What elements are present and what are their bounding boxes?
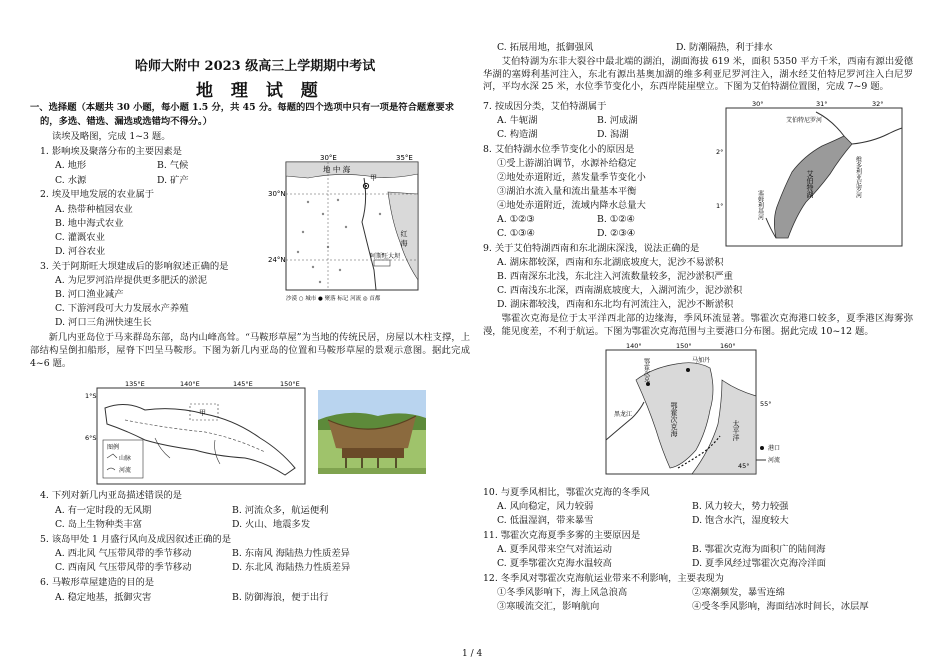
q11-option-b[interactable]: B. 鄂霍次克海为面积广的陆间海: [692, 544, 826, 555]
okhotsk-map: [592, 340, 792, 478]
ng-legend-mountain: 山脉: [119, 455, 132, 462]
q10-option-c[interactable]: C. 低温湿润，带来暴雪: [497, 515, 594, 526]
q10-option-a[interactable]: A. 风向稳定，风力较弱: [497, 501, 594, 512]
ng-lon-145: 145°E: [233, 380, 253, 388]
q5-option-c[interactable]: C. 西南风 气压带风带的季节移动: [55, 562, 192, 573]
q8-statement-3: ③湖泊水流入量和流出量基本平衡: [497, 186, 637, 197]
ng-place-jia: 甲: [199, 409, 206, 417]
egypt-place-jia: 甲: [370, 174, 377, 182]
q11-option-c[interactable]: C. 夏季鄂霍次克海水温较高: [497, 558, 612, 569]
okhotsk-lat-55: 55°: [760, 400, 772, 408]
q5-option-a[interactable]: A. 西北风 气压带风带的季节移动: [55, 548, 192, 559]
egypt-lat-24: 24°N: [268, 256, 286, 264]
q11-option-d[interactable]: D. 夏季风经过鄂霍次克海冷洋面: [692, 558, 826, 569]
q1-option-a[interactable]: A. 地形: [55, 160, 87, 171]
q9-option-b[interactable]: B. 西南深东北浅，东北注入河流数量较多，泥沙淤积严重: [497, 271, 733, 282]
q3-stem: 3. 关于阿斯旺大坝建成后的影响叙述正确的是: [40, 261, 229, 272]
passage-okhotsk: 鄂霍次克海是位于太平洋西北部的边缘海，季风环流显著。鄂霍次克海港口较多，夏季港区海雾弥漫，能见度差，不利于航运。下图为鄂霍次克海范围与主要港口分布图。据此完成 10~12 题。: [483, 313, 913, 337]
q10-stem: 10. 与夏季风相比，鄂霍次克海的冬季风: [483, 487, 650, 498]
q12-statement-4: ④受冬季风影响，海面结冰时间长，冰层厚: [692, 601, 869, 612]
albert-river-label: 塞姆利基河: [756, 190, 764, 220]
q3-option-c[interactable]: C. 下游河段可大力发展水产养殖: [55, 303, 189, 314]
ng-lon-140: 140°E: [180, 380, 200, 388]
port-icon-2: [646, 382, 650, 386]
passage-albert-lake: 艾伯特湖为东非大裂谷中最北端的湖泊，湖面海拔 619 米，面积 5350 平方千米，西南有源出爱德华湖的塞姆利基河注入，东北有源出基奥加湖的维多利亚尼罗河注入，湖水经艾伯特尼罗河注入白尼罗河，平均水深 25 米，水位季节变化小，东西岸陡崖壁立。下图为艾伯特湖位置图，完成 7~9 题。: [483, 56, 913, 93]
okhotsk-lon-150: 150°: [676, 342, 692, 350]
q8-option-a[interactable]: A. ①②③: [497, 214, 535, 225]
albert-lat-1: 1°: [716, 202, 724, 210]
ng-legend-river: 河流: [119, 467, 132, 474]
section-heading: 一、选择题（本题共 30 小题，每小题 1.5 分，共 45 分。每题的四个选项中只有一项是符合题意要求: [30, 102, 455, 113]
q8-statement-1: ①受上游湖泊调节，水源补给稳定: [497, 158, 637, 169]
okhotsk-lon-140: 140°: [626, 342, 642, 350]
albert-lon-31: 31°: [816, 100, 828, 108]
q12-stem: 12. 冬季风对鄂霍次克海航运业带来不利影响，主要表现为: [483, 573, 724, 584]
egypt-dam-label: 阿斯旺大坝: [370, 253, 401, 260]
albert-lake-label: 艾伯特湖: [806, 170, 814, 198]
q7-option-b[interactable]: B. 河成湖: [597, 115, 638, 126]
q11-option-a[interactable]: A. 夏季风带来空气对流运动: [497, 544, 612, 555]
albert-lake-map: [712, 98, 908, 248]
q7-stem: 7. 按成因分类，艾伯特湖属于: [483, 101, 607, 112]
legend-port-icon: [760, 446, 764, 450]
q1-option-c[interactable]: C. 水源: [55, 175, 87, 186]
okhotsk-legend-river: 河流: [768, 457, 781, 464]
q1-option-b[interactable]: B. 气候: [157, 160, 189, 171]
okhotsk-lon-160: 160°: [720, 342, 736, 350]
subject-title: 地 理 试 题: [196, 81, 324, 101]
q2-option-d[interactable]: D. 河谷农业: [55, 246, 106, 257]
q2-stem: 2. 埃及甲地发展的农业属于: [40, 189, 155, 200]
albert-lat-2: 2°: [716, 148, 724, 156]
section-intro: 读埃及略图，完成 1~3 题。: [52, 131, 171, 142]
albert-victoria-label: 维多利亚尼罗河: [854, 156, 862, 198]
exam-title: 哈师大附中 2023 级高三上学期期中考试: [135, 59, 376, 74]
ng-legend-title: 图例: [107, 444, 120, 451]
q8-option-d[interactable]: D. ②③④: [597, 228, 636, 239]
egypt-sea-label: 地 中 海: [323, 165, 351, 174]
egypt-legend: 沙漠 ○ 城市 ● 聚落 标记 河流 ◎ 首都: [286, 296, 381, 302]
port-icon: [686, 368, 690, 372]
q6-option-c[interactable]: C. 拓展用地，抵御强风: [497, 42, 594, 53]
q5-stem: 5. 该岛甲处 1 月盛行风向及成因叙述正确的是: [40, 534, 231, 545]
q4-option-d[interactable]: D. 火山、地震多发: [232, 519, 311, 530]
egypt-lon-35: 35°E: [396, 154, 413, 162]
albert-nile-label: 艾伯特尼罗河: [786, 117, 823, 124]
q3-option-a[interactable]: A. 为尼罗河沿岸提供更多肥沃的淤泥: [55, 275, 208, 286]
ng-lat-6s: 6°S: [85, 434, 97, 442]
q9-option-d[interactable]: D. 湖床都较浅，西南和东北均有河流注入，泥沙不断淤积: [497, 299, 734, 310]
egypt-lat-30: 30°N: [268, 190, 286, 198]
q11-stem: 11. 鄂霍次克海夏季多雾的主要原因是: [483, 530, 641, 541]
okhotsk-legend-port: 港口: [768, 445, 781, 452]
q4-option-a[interactable]: A. 有一定时段的无风期: [55, 505, 152, 516]
q2-option-a[interactable]: A. 热带种植园农业: [55, 204, 133, 215]
q10-option-b[interactable]: B. 风力较大，势力较强: [692, 501, 789, 512]
q6-option-d[interactable]: D. 防潮隔热，利于排水: [676, 42, 773, 53]
q8-statement-2: ②地处赤道附近，蒸发量季节变化小: [497, 172, 646, 183]
q1-stem: 1. 影响埃及聚落分布的主要因素是: [40, 146, 182, 157]
okhotsk-river-label: 黑龙江: [614, 411, 633, 418]
page-number: 1 / 4: [462, 649, 483, 659]
q5-option-d[interactable]: D. 东北风 海陆热力性质差异: [232, 562, 351, 573]
q4-option-b[interactable]: B. 河流众多，航运便利: [232, 505, 329, 516]
q7-option-d[interactable]: D. 潟湖: [597, 129, 629, 140]
q2-option-c[interactable]: C. 灌溉农业: [55, 232, 105, 243]
q6-stem: 6. 马鞍形草屋建造的目的是: [40, 577, 155, 588]
okhotsk-port-label: 马加丹: [692, 357, 711, 364]
q5-option-b[interactable]: B. 东南风 海陆热力性质差异: [232, 548, 350, 559]
q9-stem: 9. 关于艾伯特湖西南和东北湖床深浅，说法正确的是: [483, 243, 700, 254]
egypt-lon-30: 30°E: [320, 154, 337, 162]
ng-lat-1s: 1°S: [85, 392, 97, 400]
q12-statement-2: ②寒潮频发，暴雪连绵: [692, 587, 785, 598]
saddle-hut-photo: [318, 390, 426, 474]
q1-option-d[interactable]: D. 矿产: [157, 175, 189, 186]
q4-stem: 4. 下列对新几内亚岛描述错误的是: [40, 490, 182, 501]
q12-statement-1: ①冬季风影响下，海上风急浪高: [497, 587, 628, 598]
okhotsk-ocean-label: 太平洋: [732, 420, 740, 441]
okhotsk-top-label: 鄂霍次克: [642, 358, 650, 382]
new-guinea-map: [85, 380, 310, 490]
q7-option-a[interactable]: A. 牛轭湖: [497, 115, 538, 126]
q6-option-a[interactable]: A. 稳定地基，抵御灾害: [55, 592, 152, 603]
egypt-red-sea-label: 红 海: [400, 230, 408, 247]
albert-lon-30: 30°: [752, 100, 764, 108]
okhotsk-lat-45: 45°: [738, 462, 750, 470]
passage-new-guinea: 新几内亚岛位于马来群岛东部，岛内山峰高耸。“马鞍形草屋”为当地的传统民居，房屋以木柱支撑，上部结构呈倒扣船形，屋脊下凹呈马鞍形。下图为新几内亚岛的位置和马鞍形草屋的景观示意图。据此完成 4~6 题。: [30, 332, 470, 370]
ng-lon-150: 150°E: [280, 380, 300, 388]
q9-option-a[interactable]: A. 湖床都较深，西南和东北湖底坡度大，泥沙不易淤积: [497, 257, 724, 268]
q9-option-c[interactable]: C. 西南浅东北深，西南湖底坡度大，入湖河流少，泥沙淤积: [497, 285, 743, 296]
q7-option-c[interactable]: C. 构造湖: [497, 129, 538, 140]
q8-option-b[interactable]: B. ①②④: [597, 214, 635, 225]
ng-lon-135: 135°E: [125, 380, 145, 388]
section-heading-cont: 的，多选、错选、漏选或选错均不得分。）: [40, 116, 212, 127]
q8-statement-4: ④地处赤道附近，流域内降水总量大: [497, 200, 646, 211]
q3-option-d[interactable]: D. 河口三角洲快速生长: [55, 317, 152, 328]
q8-option-c[interactable]: C. ①③④: [497, 228, 535, 239]
q10-option-d[interactable]: D. 饱含水汽，湿度较大: [692, 515, 789, 526]
q2-option-b[interactable]: B. 地中海式农业: [55, 218, 124, 229]
q3-option-b[interactable]: B. 河口渔业减产: [55, 289, 124, 300]
q8-stem: 8. 艾伯特湖水位季节变化小的原因是: [483, 144, 635, 155]
okhotsk-sea-label: 鄂霍次克海: [670, 402, 678, 437]
egypt-map: [268, 152, 426, 302]
q12-statement-3: ③寒暖流交汇，影响航向: [497, 601, 600, 612]
q6-option-b[interactable]: B. 防御海浪，便于出行: [232, 592, 329, 603]
q4-option-c[interactable]: C. 岛上生物种类丰富: [55, 519, 143, 530]
albert-lon-32: 32°: [872, 100, 884, 108]
